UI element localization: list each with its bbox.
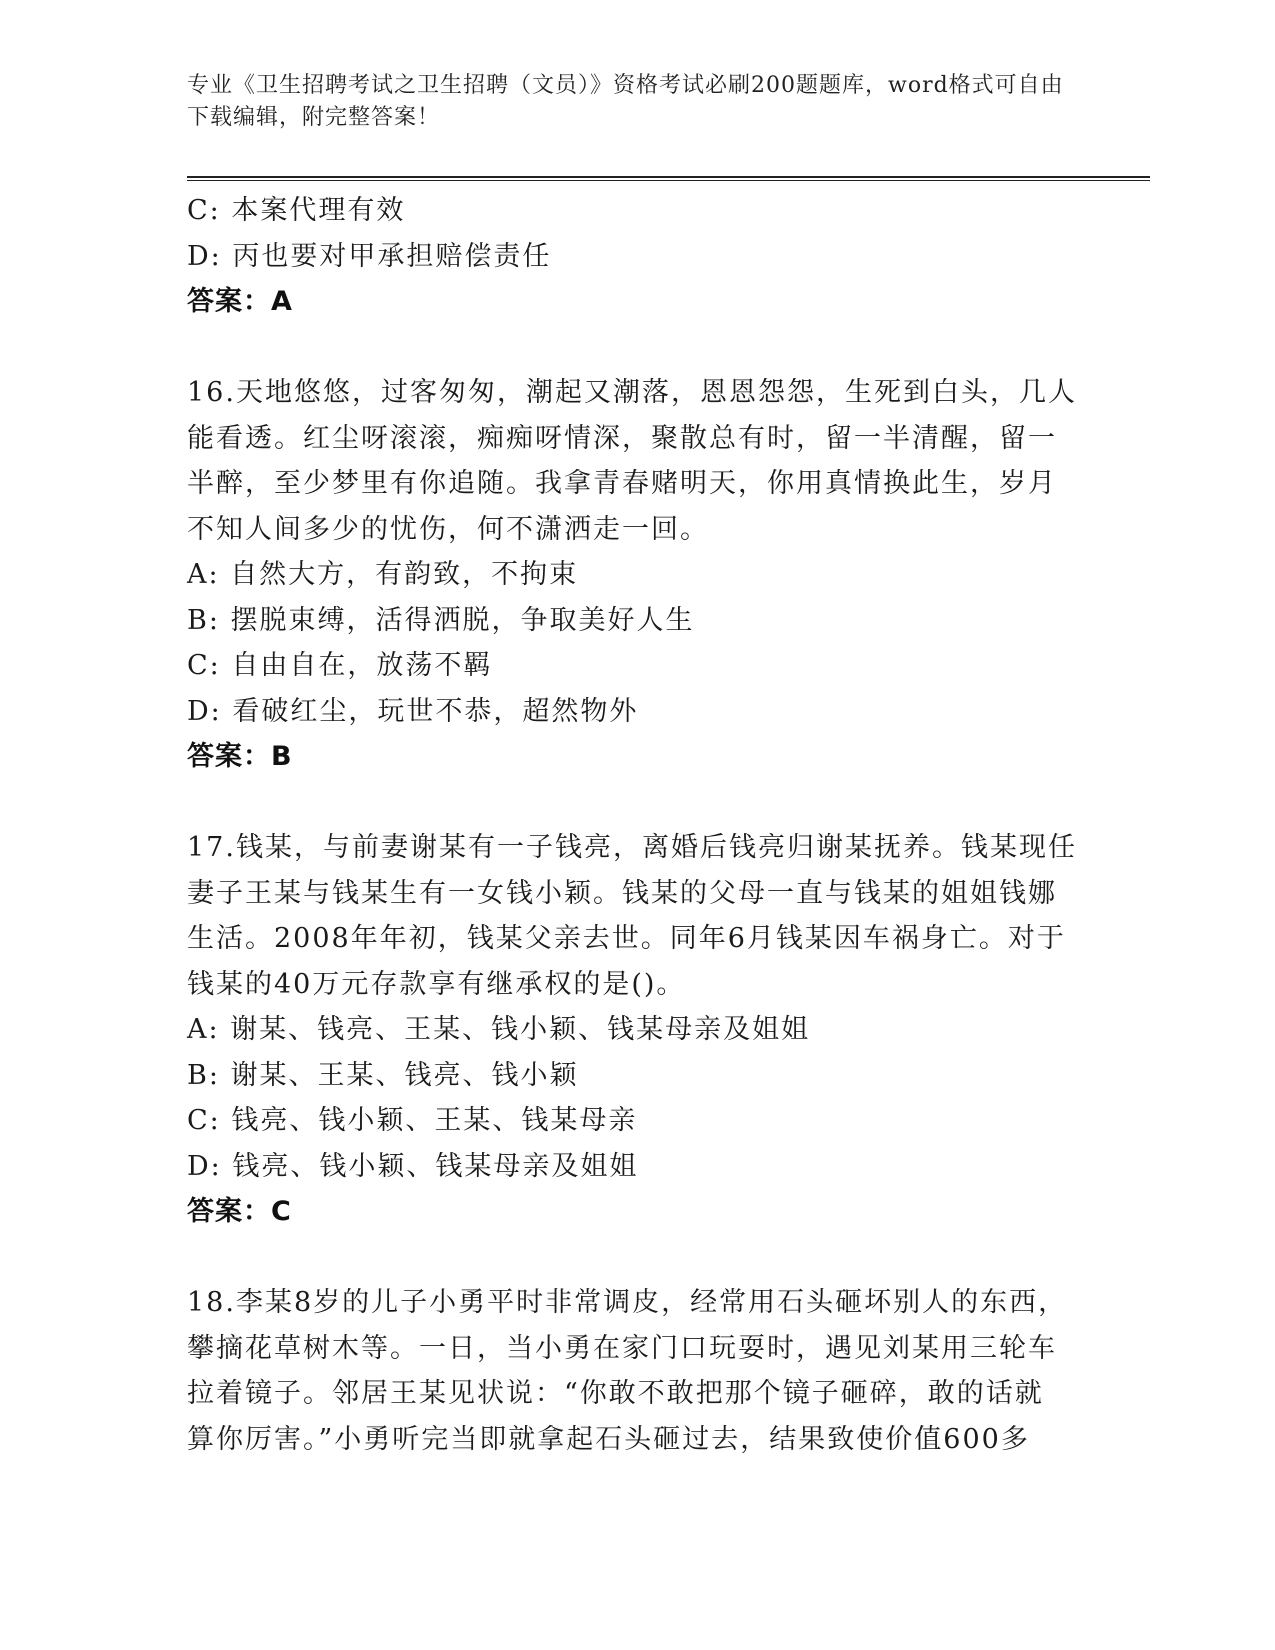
question-17 (187, 825, 1087, 1235)
question-stem-line: 18.李某8岁的儿子小勇平时非常调皮，经常用石头砸坏别人的东西， (187, 1287, 1068, 1318)
page-header (187, 70, 1067, 134)
option-d: D: 丙也要对甲承担赔偿责任 (187, 240, 552, 272)
answer-line: 答案：A (187, 286, 293, 317)
option-d: D: 钱亮、钱小颖、钱某母亲及姐姐 (187, 1150, 639, 1182)
question-stem-line: 妻子王某与钱某生有一女钱小颖。钱某的父母一直与钱某的姐姐钱娜 (187, 877, 1057, 909)
option-c: C: 钱亮、钱小颖、王某、钱某母亲 (187, 1105, 638, 1136)
question-stem-line: 16.天地悠悠，过客匆匆，潮起又潮落，恩恩怨怨，生死到白头，几人 (187, 377, 1077, 408)
option-d: D: 看破红尘，玩世不恭，超然物外 (187, 695, 639, 727)
answer-line: 答案：B (187, 741, 293, 772)
question-stem-line: 半醉，至少梦里有你追随。我拿青春赌明天，你用真情换此生，岁月 (187, 468, 1057, 499)
question-stem-line: 能看透。红尘呀滚滚，痴痴呀情深，聚散总有时，留一半清醒，留一 (187, 422, 1057, 454)
question-15-continued (187, 188, 1087, 325)
option-a: A: 自然大方，有韵致，不拘束 (187, 559, 579, 590)
question-18 (187, 1280, 1087, 1462)
header-text: 专业《卫生招聘考试之卫生招聘（文员）》资格考试必刷200题题库，word格式可自由下载编辑，附完整答案！ (187, 73, 1064, 130)
question-stem-line: 拉着镜子。邻居王某见状说：“你敢不敢把那个镜子砸碎，敢的话就 (187, 1378, 1044, 1409)
spacer (187, 780, 1087, 826)
divider-thin-line (187, 180, 1150, 181)
question-stem-line: 攀摘花草树木等。一日，当小勇在家门口玩耍时，遇见刘某用三轮车 (187, 1332, 1057, 1364)
question-stem-line: 不知人间多少的忧伤，何不潇洒走一回。 (187, 513, 709, 545)
option-b: B: 摆脱束缚，活得洒脱，争取美好人生 (187, 604, 695, 636)
question-stem-line: 17.钱某，与前妻谢某有一子钱亮，离婚后钱亮归谢某抚养。钱某现任 (187, 832, 1077, 863)
question-stem-line: 生活。2008年年初，钱某父亲去世。同年6月钱某因车祸身亡。对于 (187, 923, 1066, 954)
question-stem-line: 算你厉害。”小勇听完当即就拿起石头砸过去，结果致使价值600多 (187, 1423, 1030, 1455)
question-16 (187, 370, 1087, 780)
header-divider (187, 176, 1150, 182)
answer-line: 答案：C (187, 1196, 292, 1227)
spacer (187, 1235, 1087, 1281)
option-a: A: 谢某、钱亮、王某、钱小颖、钱某母亲及姐姐 (187, 1014, 811, 1045)
divider-thick-line (187, 176, 1150, 178)
spacer (187, 325, 1087, 371)
option-b: B: 谢某、王某、钱亮、钱小颖 (187, 1059, 579, 1091)
option-c: C: 自由自在，放荡不羁 (187, 650, 493, 681)
option-c: C: 本案代理有效 (187, 195, 406, 226)
page-content (187, 188, 1087, 1462)
question-stem-line: 钱某的40万元存款享有继承权的是()。 (187, 968, 686, 1000)
